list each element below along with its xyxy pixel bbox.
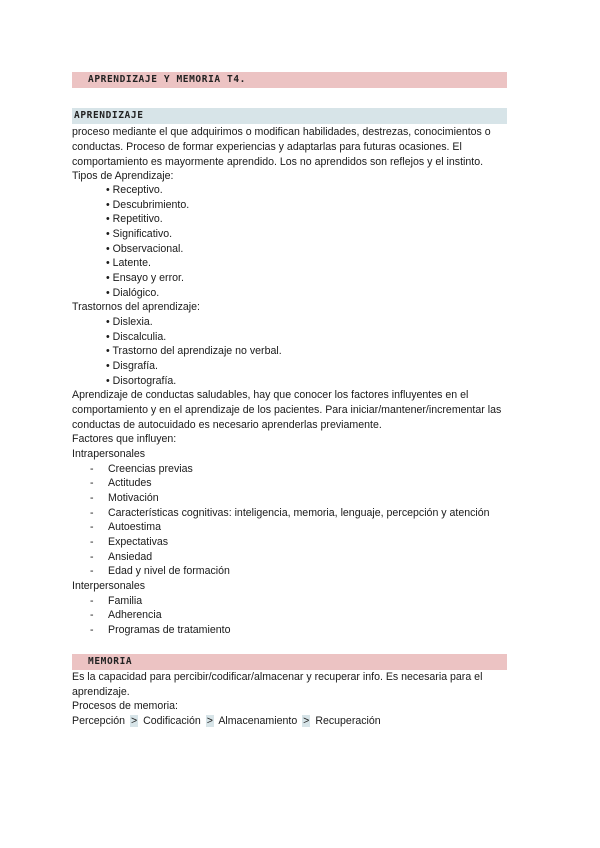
list-item: - Edad y nivel de formación: [90, 565, 230, 577]
paragraph-line: Aprendizaje de conductas saludables, hay que conocer los factores influyentes en el: [72, 389, 469, 401]
process-step: Recuperación: [315, 715, 381, 727]
title-bar: [72, 72, 507, 88]
list-item: • Significativo.: [106, 228, 173, 240]
list-item: • Discalculia.: [106, 331, 167, 343]
list-item: - Autoestima: [90, 521, 161, 533]
list-item: • Dislexia.: [106, 316, 153, 328]
arrow-right-icon: >: [303, 715, 310, 727]
list-item: - Ansiedad: [90, 551, 153, 563]
list-item: • Disortografía.: [106, 375, 177, 387]
page-title: APRENDIZAJE Y MEMORIA T4.: [88, 74, 246, 85]
list-item: - Adherencia: [90, 609, 162, 621]
list-item: • Trastorno del aprendizaje no verbal.: [106, 345, 282, 357]
process-step: Almacenamiento: [218, 715, 298, 727]
aprendizaje-heading-bar: [72, 108, 507, 124]
paragraph-line: comportamiento es mayormente aprendido. Los no aprendidos son reflejos y el instinto.: [72, 156, 484, 168]
list-item: • Latente.: [106, 257, 151, 269]
procesos-label: Procesos de memoria:: [72, 700, 178, 712]
paragraph-line: conductas de autocuidado es necesario aprenderlas previamente.: [72, 419, 382, 431]
paragraph-line: aprendizaje.: [72, 686, 130, 698]
memoria-heading: MEMORIA: [88, 656, 133, 667]
tipos-label: Tipos de Aprendizaje:: [72, 170, 174, 182]
list-item: • Dialógico.: [106, 287, 160, 299]
list-item: - Motivación: [90, 492, 159, 504]
process-step: Percepción: [72, 715, 125, 727]
intrapersonales-label: Intrapersonales: [72, 448, 146, 460]
list-item: - Actitudes: [90, 477, 152, 489]
arrow-right-icon: >: [206, 715, 213, 727]
paragraph-line: proceso mediante el que adquirimos o modifican habilidades, destrezas, conocimientos o: [72, 126, 491, 138]
list-item: • Observacional.: [106, 243, 184, 255]
paragraph-line: comportamiento y en el aprendizaje de los pacientes. Para iniciar/mantener/incrementar las: [72, 404, 502, 416]
aprendizaje-heading: APRENDIZAJE: [74, 110, 144, 121]
list-item: • Receptivo.: [106, 184, 163, 196]
trastornos-label: Trastornos del aprendizaje:: [72, 301, 200, 313]
list-item: • Ensayo y error.: [106, 272, 184, 284]
list-item: - Programas de tratamiento: [90, 624, 231, 636]
memoria-heading-bar: [72, 654, 507, 670]
list-item: • Repetitivo.: [106, 213, 163, 225]
process-step: Codificación: [143, 715, 201, 727]
list-item: • Descubrimiento.: [106, 199, 190, 211]
interpersonales-label: Interpersonales: [72, 580, 146, 592]
list-item: - Expectativas: [90, 536, 169, 548]
paragraph-line: conductas. Proceso de formar experiencias y adaptarlas para futuras ocasiones. El: [72, 141, 462, 153]
memory-process-chain: [72, 714, 381, 728]
list-item: • Disgrafía.: [106, 360, 158, 372]
list-item: - Características cognitivas: inteligencia, memoria, lenguaje, percepción y atención: [90, 507, 490, 519]
factores-label: Factores que influyen:: [72, 433, 177, 445]
paragraph-line: Es la capacidad para percibir/codificar/almacenar y recuperar info. Es necesaria para el: [72, 671, 483, 683]
arrow-right-icon: >: [130, 715, 138, 727]
list-item: - Familia: [90, 595, 143, 607]
list-item: - Creencias previas: [90, 463, 193, 475]
